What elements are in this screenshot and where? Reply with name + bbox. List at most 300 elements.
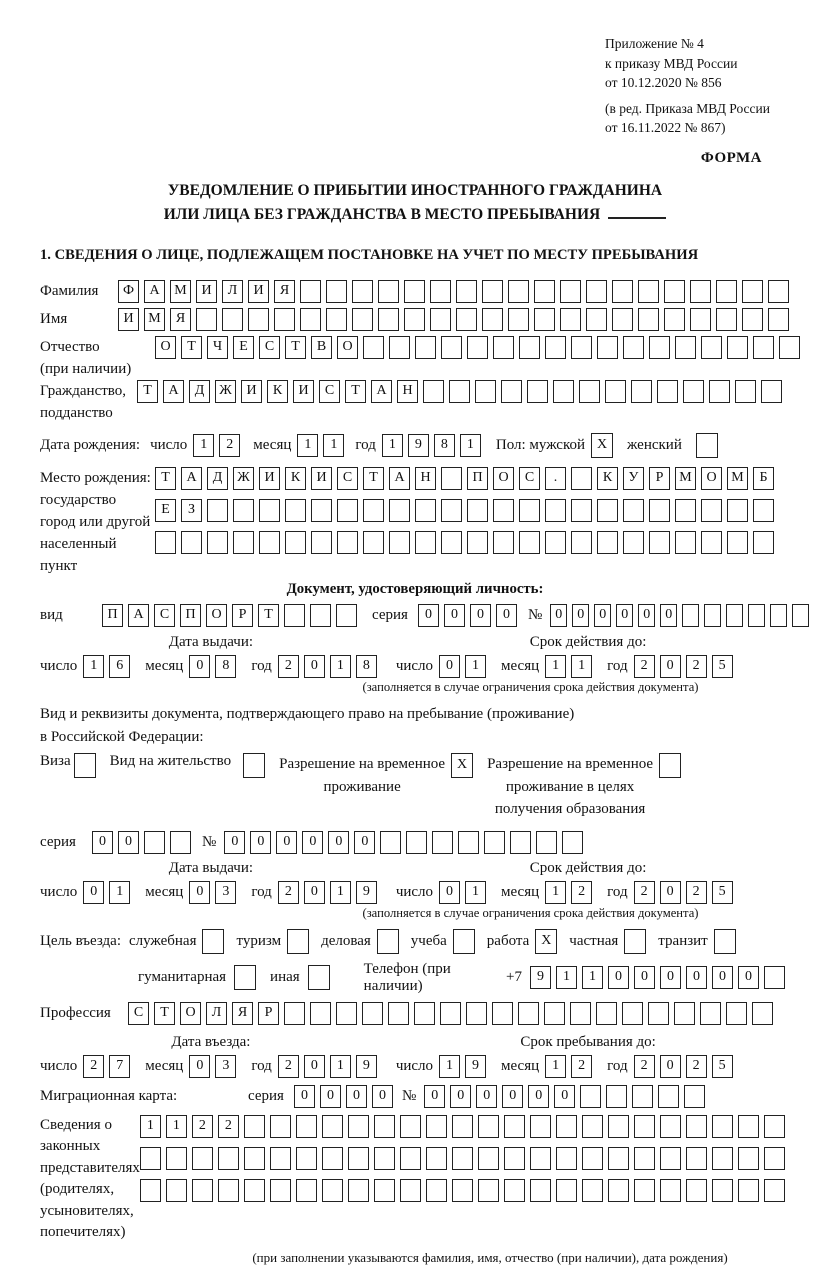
char-cell[interactable]	[400, 1147, 421, 1170]
char-cell[interactable]	[727, 336, 748, 359]
char-cell[interactable]	[192, 1147, 213, 1170]
char-cell[interactable]	[605, 380, 626, 403]
char-cell[interactable]	[449, 380, 470, 403]
char-cell[interactable]	[493, 336, 514, 359]
char-cell[interactable]	[571, 499, 592, 522]
char-cell[interactable]	[285, 531, 306, 554]
char-cell[interactable]	[296, 1115, 317, 1138]
char-cell[interactable]	[244, 1115, 265, 1138]
char-cell[interactable]: Е	[155, 499, 176, 522]
char-cell[interactable]: С	[128, 1002, 149, 1025]
char-cell[interactable]	[155, 531, 176, 554]
char-cell[interactable]	[285, 499, 306, 522]
char-cell[interactable]	[623, 499, 644, 522]
char-cell[interactable]	[337, 531, 358, 554]
char-cell[interactable]	[430, 280, 451, 303]
char-cell[interactable]	[170, 831, 191, 854]
char-cell[interactable]	[441, 499, 462, 522]
char-cell[interactable]: Д	[207, 467, 228, 490]
char-cell[interactable]	[571, 531, 592, 554]
char-cell[interactable]	[348, 1115, 369, 1138]
char-cell[interactable]	[440, 1002, 461, 1025]
char-cell[interactable]	[336, 1002, 357, 1025]
char-cell[interactable]: 0	[346, 1085, 367, 1108]
char-cell[interactable]: П	[180, 604, 201, 627]
char-cell[interactable]: К	[285, 467, 306, 490]
char-cell[interactable]: 0	[572, 604, 589, 627]
char-cell[interactable]	[296, 1147, 317, 1170]
char-cell[interactable]	[192, 1179, 213, 1202]
char-cell[interactable]	[623, 531, 644, 554]
char-cell[interactable]	[664, 308, 685, 331]
char-cell[interactable]	[406, 831, 427, 854]
char-cell[interactable]: 1	[439, 1055, 460, 1078]
char-cell[interactable]	[482, 308, 503, 331]
char-cell[interactable]: Т	[137, 380, 158, 403]
char-cell[interactable]: 0	[354, 831, 375, 854]
char-cell[interactable]	[389, 531, 410, 554]
char-cell[interactable]	[768, 308, 789, 331]
char-cell[interactable]	[363, 499, 384, 522]
char-cell[interactable]: 2	[192, 1115, 213, 1138]
char-cell[interactable]	[686, 1115, 707, 1138]
char-cell[interactable]	[660, 1147, 681, 1170]
char-cell[interactable]: 0	[250, 831, 271, 854]
char-cell[interactable]	[553, 380, 574, 403]
purpose-other-checkbox[interactable]	[308, 965, 330, 990]
char-cell[interactable]	[452, 1147, 473, 1170]
char-cell[interactable]	[374, 1179, 395, 1202]
char-cell[interactable]	[504, 1179, 525, 1202]
char-cell[interactable]: 5	[712, 881, 733, 904]
char-cell[interactable]: Б	[753, 467, 774, 490]
purpose-humanitarian-checkbox[interactable]	[234, 965, 256, 990]
char-cell[interactable]: 0	[528, 1085, 549, 1108]
char-cell[interactable]	[140, 1179, 161, 1202]
char-cell[interactable]: 9	[465, 1055, 486, 1078]
char-cell[interactable]	[648, 1002, 669, 1025]
char-cell[interactable]: 0	[660, 655, 681, 678]
char-cell[interactable]: 8	[434, 434, 455, 457]
char-cell[interactable]	[534, 280, 555, 303]
char-cell[interactable]	[233, 499, 254, 522]
char-cell[interactable]	[534, 308, 555, 331]
char-cell[interactable]: 0	[660, 966, 681, 989]
char-cell[interactable]	[222, 308, 243, 331]
char-cell[interactable]	[144, 831, 165, 854]
char-cell[interactable]: К	[267, 380, 288, 403]
char-cell[interactable]: А	[389, 467, 410, 490]
char-cell[interactable]: 0	[83, 881, 104, 904]
char-cell[interactable]	[478, 1147, 499, 1170]
char-cell[interactable]	[426, 1115, 447, 1138]
char-cell[interactable]	[207, 531, 228, 554]
char-cell[interactable]: О	[337, 336, 358, 359]
char-cell[interactable]: 1	[465, 881, 486, 904]
char-cell[interactable]	[362, 1002, 383, 1025]
char-cell[interactable]: 9	[356, 1055, 377, 1078]
char-cell[interactable]	[284, 1002, 305, 1025]
char-cell[interactable]: 5	[712, 655, 733, 678]
char-cell[interactable]: Д	[189, 380, 210, 403]
char-cell[interactable]	[748, 604, 765, 627]
char-cell[interactable]: С	[154, 604, 175, 627]
temp-residence-edu-checkbox[interactable]	[659, 753, 681, 778]
char-cell[interactable]	[660, 1115, 681, 1138]
char-cell[interactable]	[770, 604, 787, 627]
char-cell[interactable]	[336, 604, 357, 627]
purpose-tourism-checkbox[interactable]	[287, 929, 309, 954]
char-cell[interactable]	[701, 499, 722, 522]
char-cell[interactable]	[753, 336, 774, 359]
char-cell[interactable]	[764, 966, 785, 989]
char-cell[interactable]: 0	[738, 966, 759, 989]
char-cell[interactable]	[348, 1179, 369, 1202]
char-cell[interactable]: В	[311, 336, 332, 359]
char-cell[interactable]	[608, 1147, 629, 1170]
char-cell[interactable]: 0	[328, 831, 349, 854]
char-cell[interactable]	[218, 1147, 239, 1170]
char-cell[interactable]	[690, 280, 711, 303]
char-cell[interactable]	[415, 499, 436, 522]
char-cell[interactable]: 1	[140, 1115, 161, 1138]
char-cell[interactable]: 0	[439, 881, 460, 904]
char-cell[interactable]	[649, 336, 670, 359]
char-cell[interactable]	[415, 336, 436, 359]
char-cell[interactable]	[519, 336, 540, 359]
char-cell[interactable]: 0	[424, 1085, 445, 1108]
char-cell[interactable]	[527, 380, 548, 403]
char-cell[interactable]: 0	[320, 1085, 341, 1108]
char-cell[interactable]: М	[170, 280, 191, 303]
char-cell[interactable]: 0	[660, 881, 681, 904]
char-cell[interactable]: П	[467, 467, 488, 490]
char-cell[interactable]	[556, 1179, 577, 1202]
char-cell[interactable]: Н	[397, 380, 418, 403]
char-cell[interactable]: 0	[634, 966, 655, 989]
char-cell[interactable]	[404, 308, 425, 331]
char-cell[interactable]	[742, 280, 763, 303]
char-cell[interactable]	[582, 1147, 603, 1170]
char-cell[interactable]: Ж	[215, 380, 236, 403]
char-cell[interactable]	[218, 1179, 239, 1202]
char-cell[interactable]	[508, 308, 529, 331]
char-cell[interactable]: 0	[304, 1055, 325, 1078]
char-cell[interactable]: 0	[372, 1085, 393, 1108]
char-cell[interactable]	[664, 280, 685, 303]
char-cell[interactable]	[562, 831, 583, 854]
char-cell[interactable]	[352, 280, 373, 303]
char-cell[interactable]	[166, 1179, 187, 1202]
char-cell[interactable]	[792, 604, 809, 627]
char-cell[interactable]: 1	[323, 434, 344, 457]
char-cell[interactable]: О	[206, 604, 227, 627]
char-cell[interactable]: 1	[166, 1115, 187, 1138]
sex-female-checkbox[interactable]	[696, 433, 718, 458]
char-cell[interactable]: Н	[415, 467, 436, 490]
char-cell[interactable]: 0	[450, 1085, 471, 1108]
purpose-private-checkbox[interactable]	[624, 929, 646, 954]
char-cell[interactable]	[296, 1179, 317, 1202]
char-cell[interactable]	[482, 280, 503, 303]
char-cell[interactable]: 2	[278, 881, 299, 904]
char-cell[interactable]: О	[155, 336, 176, 359]
char-cell[interactable]: М	[727, 467, 748, 490]
char-cell[interactable]	[404, 280, 425, 303]
char-cell[interactable]	[586, 308, 607, 331]
char-cell[interactable]	[560, 280, 581, 303]
char-cell[interactable]: Е	[233, 336, 254, 359]
char-cell[interactable]: Т	[154, 1002, 175, 1025]
char-cell[interactable]	[430, 308, 451, 331]
char-cell[interactable]	[166, 1147, 187, 1170]
char-cell[interactable]: Т	[258, 604, 279, 627]
char-cell[interactable]	[612, 280, 633, 303]
char-cell[interactable]	[300, 280, 321, 303]
char-cell[interactable]: С	[319, 380, 340, 403]
char-cell[interactable]: 0	[660, 604, 677, 627]
char-cell[interactable]	[530, 1147, 551, 1170]
char-cell[interactable]	[259, 499, 280, 522]
char-cell[interactable]	[726, 604, 743, 627]
char-cell[interactable]: Я	[170, 308, 191, 331]
char-cell[interactable]: С	[259, 336, 280, 359]
purpose-commercial-checkbox[interactable]	[377, 929, 399, 954]
char-cell[interactable]	[684, 1085, 705, 1108]
char-cell[interactable]	[493, 531, 514, 554]
char-cell[interactable]: 1	[330, 881, 351, 904]
char-cell[interactable]: 0	[712, 966, 733, 989]
char-cell[interactable]: 7	[109, 1055, 130, 1078]
char-cell[interactable]: 0	[502, 1085, 523, 1108]
char-cell[interactable]	[690, 308, 711, 331]
char-cell[interactable]: 2	[218, 1115, 239, 1138]
char-cell[interactable]: 1	[571, 655, 592, 678]
char-cell[interactable]	[284, 604, 305, 627]
char-cell[interactable]	[623, 336, 644, 359]
char-cell[interactable]	[779, 336, 800, 359]
char-cell[interactable]	[423, 380, 444, 403]
char-cell[interactable]	[478, 1115, 499, 1138]
char-cell[interactable]	[716, 308, 737, 331]
char-cell[interactable]	[322, 1179, 343, 1202]
char-cell[interactable]: И	[196, 280, 217, 303]
char-cell[interactable]: Т	[155, 467, 176, 490]
char-cell[interactable]	[536, 831, 557, 854]
char-cell[interactable]: Л	[222, 280, 243, 303]
purpose-business-checkbox[interactable]	[202, 929, 224, 954]
char-cell[interactable]: 0	[224, 831, 245, 854]
char-cell[interactable]	[374, 1115, 395, 1138]
char-cell[interactable]: 0	[616, 604, 633, 627]
char-cell[interactable]	[530, 1179, 551, 1202]
char-cell[interactable]	[518, 1002, 539, 1025]
char-cell[interactable]	[674, 1002, 695, 1025]
char-cell[interactable]: Я	[274, 280, 295, 303]
char-cell[interactable]: 0	[470, 604, 491, 627]
char-cell[interactable]	[380, 831, 401, 854]
char-cell[interactable]	[764, 1179, 785, 1202]
char-cell[interactable]: 1	[556, 966, 577, 989]
char-cell[interactable]: 0	[444, 604, 465, 627]
char-cell[interactable]: 3	[215, 1055, 236, 1078]
char-cell[interactable]	[761, 380, 782, 403]
char-cell[interactable]: Л	[206, 1002, 227, 1025]
char-cell[interactable]	[322, 1147, 343, 1170]
char-cell[interactable]: 2	[634, 881, 655, 904]
char-cell[interactable]: 1	[465, 655, 486, 678]
char-cell[interactable]: 0	[189, 1055, 210, 1078]
char-cell[interactable]: 2	[219, 434, 240, 457]
char-cell[interactable]	[310, 604, 331, 627]
sex-male-checkbox[interactable]: X	[591, 433, 613, 458]
char-cell[interactable]	[374, 1147, 395, 1170]
char-cell[interactable]: У	[623, 467, 644, 490]
char-cell[interactable]	[622, 1002, 643, 1025]
char-cell[interactable]	[467, 499, 488, 522]
char-cell[interactable]: Ф	[118, 280, 139, 303]
char-cell[interactable]	[608, 1179, 629, 1202]
char-cell[interactable]	[571, 467, 592, 490]
char-cell[interactable]	[649, 499, 670, 522]
char-cell[interactable]	[414, 1002, 435, 1025]
char-cell[interactable]: О	[493, 467, 514, 490]
char-cell[interactable]	[544, 1002, 565, 1025]
char-cell[interactable]: 0	[294, 1085, 315, 1108]
char-cell[interactable]	[478, 1179, 499, 1202]
char-cell[interactable]: 1	[545, 1055, 566, 1078]
char-cell[interactable]: С	[519, 467, 540, 490]
char-cell[interactable]	[649, 531, 670, 554]
char-cell[interactable]	[712, 1115, 733, 1138]
char-cell[interactable]: 0	[92, 831, 113, 854]
char-cell[interactable]	[466, 1002, 487, 1025]
char-cell[interactable]	[634, 1115, 655, 1138]
char-cell[interactable]: 2	[571, 1055, 592, 1078]
char-cell[interactable]	[484, 831, 505, 854]
char-cell[interactable]: 0	[476, 1085, 497, 1108]
char-cell[interactable]	[270, 1115, 291, 1138]
char-cell[interactable]: 0	[550, 604, 567, 627]
char-cell[interactable]	[519, 531, 540, 554]
char-cell[interactable]	[631, 380, 652, 403]
char-cell[interactable]	[388, 1002, 409, 1025]
char-cell[interactable]	[452, 1115, 473, 1138]
char-cell[interactable]	[326, 280, 347, 303]
char-cell[interactable]	[504, 1147, 525, 1170]
char-cell[interactable]: П	[102, 604, 123, 627]
char-cell[interactable]: 2	[571, 881, 592, 904]
char-cell[interactable]: О	[180, 1002, 201, 1025]
char-cell[interactable]	[753, 499, 774, 522]
char-cell[interactable]	[311, 531, 332, 554]
char-cell[interactable]: 1	[297, 434, 318, 457]
char-cell[interactable]: 9	[408, 434, 429, 457]
char-cell[interactable]: 0	[594, 604, 611, 627]
char-cell[interactable]	[582, 1179, 603, 1202]
char-cell[interactable]: Р	[232, 604, 253, 627]
char-cell[interactable]	[458, 831, 479, 854]
char-cell[interactable]: 0	[189, 881, 210, 904]
char-cell[interactable]: 0	[554, 1085, 575, 1108]
char-cell[interactable]: З	[181, 499, 202, 522]
char-cell[interactable]: А	[144, 280, 165, 303]
char-cell[interactable]	[400, 1115, 421, 1138]
char-cell[interactable]: С	[337, 467, 358, 490]
char-cell[interactable]	[378, 308, 399, 331]
char-cell[interactable]	[638, 280, 659, 303]
char-cell[interactable]	[493, 499, 514, 522]
char-cell[interactable]	[727, 531, 748, 554]
char-cell[interactable]	[452, 1179, 473, 1202]
char-cell[interactable]	[467, 336, 488, 359]
char-cell[interactable]	[738, 1115, 759, 1138]
char-cell[interactable]	[735, 380, 756, 403]
char-cell[interactable]	[274, 308, 295, 331]
char-cell[interactable]: 5	[712, 1055, 733, 1078]
char-cell[interactable]	[456, 308, 477, 331]
char-cell[interactable]: А	[128, 604, 149, 627]
char-cell[interactable]: 0	[302, 831, 323, 854]
char-cell[interactable]: Т	[363, 467, 384, 490]
char-cell[interactable]	[456, 280, 477, 303]
char-cell[interactable]	[606, 1085, 627, 1108]
char-cell[interactable]	[701, 336, 722, 359]
char-cell[interactable]	[556, 1115, 577, 1138]
char-cell[interactable]	[675, 499, 696, 522]
char-cell[interactable]	[582, 1115, 603, 1138]
char-cell[interactable]	[675, 531, 696, 554]
char-cell[interactable]	[426, 1147, 447, 1170]
char-cell[interactable]: И	[241, 380, 262, 403]
char-cell[interactable]	[140, 1147, 161, 1170]
char-cell[interactable]: 2	[686, 881, 707, 904]
char-cell[interactable]	[389, 336, 410, 359]
char-cell[interactable]: 0	[304, 881, 325, 904]
char-cell[interactable]	[632, 1085, 653, 1108]
char-cell[interactable]	[704, 604, 721, 627]
purpose-study-checkbox[interactable]	[453, 929, 475, 954]
char-cell[interactable]: 1	[330, 655, 351, 678]
char-cell[interactable]: 2	[634, 655, 655, 678]
char-cell[interactable]: 0	[418, 604, 439, 627]
char-cell[interactable]	[545, 336, 566, 359]
char-cell[interactable]	[233, 531, 254, 554]
purpose-work-checkbox[interactable]: X	[535, 929, 557, 954]
char-cell[interactable]: 1	[83, 655, 104, 678]
char-cell[interactable]	[363, 531, 384, 554]
char-cell[interactable]: 0	[439, 655, 460, 678]
char-cell[interactable]	[545, 499, 566, 522]
char-cell[interactable]	[682, 604, 699, 627]
char-cell[interactable]: 0	[608, 966, 629, 989]
char-cell[interactable]	[686, 1179, 707, 1202]
char-cell[interactable]	[597, 499, 618, 522]
char-cell[interactable]	[337, 499, 358, 522]
char-cell[interactable]	[657, 380, 678, 403]
char-cell[interactable]: М	[144, 308, 165, 331]
char-cell[interactable]: 8	[356, 655, 377, 678]
char-cell[interactable]: И	[259, 467, 280, 490]
char-cell[interactable]	[519, 499, 540, 522]
char-cell[interactable]: И	[118, 308, 139, 331]
char-cell[interactable]: О	[701, 467, 722, 490]
char-cell[interactable]	[580, 1085, 601, 1108]
char-cell[interactable]	[556, 1147, 577, 1170]
char-cell[interactable]: 0	[496, 604, 517, 627]
char-cell[interactable]	[660, 1179, 681, 1202]
char-cell[interactable]	[270, 1179, 291, 1202]
